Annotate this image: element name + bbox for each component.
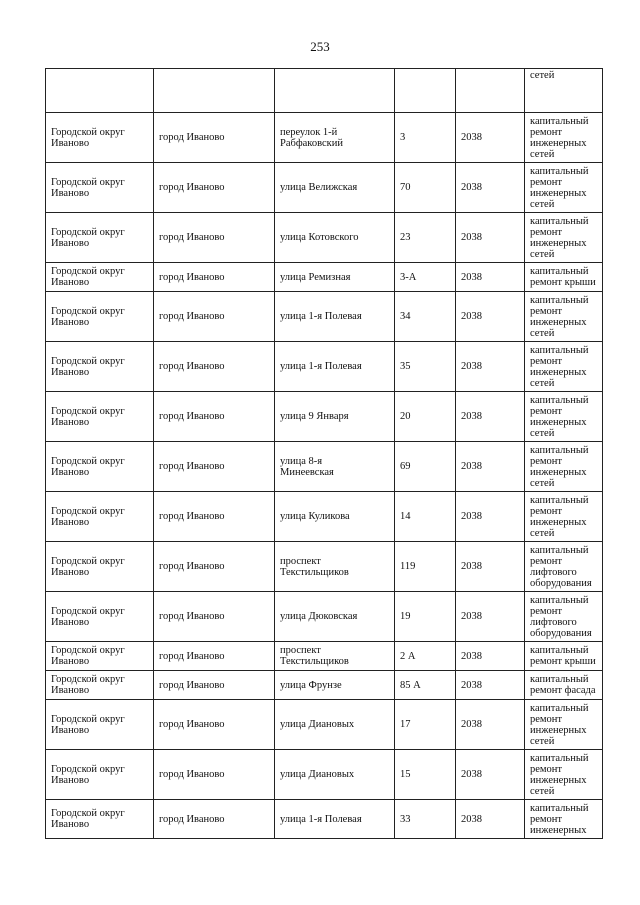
work-type-line: сетей [530,70,555,81]
city-cell: город Иваново [154,392,275,442]
year-cell: 2038 [456,492,525,542]
house-number-cell: 3 [395,113,456,163]
work-type-line: ремонт [530,455,563,467]
work-type-line: капитальный [530,752,589,764]
street-cell: проспект Текстильщиков [275,542,395,592]
table-row [46,800,603,839]
year-cell: 2038 [456,671,525,700]
table-row [46,213,603,263]
street-cell: улица Диановых [275,750,395,800]
work-type-cell [525,800,603,839]
work-type-line: капитальный [530,115,589,127]
city-cell: город Иваново [154,292,275,342]
work-type-cell [525,342,603,392]
work-type-cell [525,542,603,592]
year-cell: 2038 [456,700,525,750]
work-type-line: капитальный [530,494,589,506]
work-type-line: капитальный [530,802,589,814]
district-cell: Городской округ Иваново [46,671,154,700]
house-number-cell: 85 А [395,671,456,700]
year-cell: 2038 [456,342,525,392]
city-cell: город Иваново [154,671,275,700]
table-row [46,542,603,592]
table-row [46,263,603,292]
house-number-cell: 23 [395,213,456,263]
street-cell: улица 1-я Полевая [275,800,395,839]
work-type-cell [525,213,603,263]
house-number-cell: 34 [395,292,456,342]
work-type-line: капитальный [530,645,589,656]
work-type-line: сетей [530,785,555,797]
year-cell: 2038 [456,213,525,263]
work-type-line: ремонт [530,763,563,775]
district-cell: Городской округ Иваново [46,750,154,800]
work-type-line: ремонт [530,305,563,317]
street-cell: переулок 1-й Рабфаковский [275,113,395,163]
table-row [46,750,603,800]
work-type-line: инженерных [530,824,587,836]
work-type-cell [525,671,603,700]
work-type-cell [525,700,603,750]
work-type-line: капитальный [530,165,589,177]
repair-schedule-table [45,68,603,839]
house-number-cell: 3-А [395,263,456,292]
city-cell: город Иваново [154,542,275,592]
district-cell: Городской округ Иваново [46,642,154,671]
district-cell: Городской округ Иваново [46,213,154,263]
house-number-cell: 119 [395,542,456,592]
city-cell: город Иваново [154,163,275,213]
street-cell: улица Фрунзе [275,671,395,700]
street-cell: улица Котовского [275,213,395,263]
work-type-cell [525,292,603,342]
work-type-line: сетей [530,248,555,260]
city-cell: город Иваново [154,342,275,392]
work-type-cell [525,492,603,542]
house-number-cell: 70 [395,163,456,213]
work-type-line: инженерных [530,237,587,249]
work-type-cell [525,592,603,642]
work-type-line: ремонт [530,605,563,617]
city-cell: город Иваново [154,113,275,163]
district-cell: Городской округ Иваново [46,442,154,492]
work-type-line: ремонт фасада [530,685,596,696]
work-type-line: инженерных [530,724,587,736]
house-number-cell: 2 А [395,642,456,671]
work-type-line: инженерных [530,187,587,199]
district-cell: Городской округ Иваново [46,292,154,342]
work-type-line: инженерных [530,366,587,378]
work-type-line: инженерных [530,516,587,528]
work-type-cell [525,263,603,292]
year-cell: 2038 [456,392,525,442]
work-type-line: инженерных [530,774,587,786]
street-cell: проспект Текстильщиков [275,642,395,671]
city-cell: город Иваново [154,592,275,642]
house-number-cell: 20 [395,392,456,442]
work-type-line: инженерных [530,137,587,149]
year-cell: 2038 [456,542,525,592]
year-cell: 2038 [456,442,525,492]
work-type-line: сетей [530,527,555,539]
year-cell: 2038 [456,592,525,642]
work-type-line: капитальный [530,344,589,356]
work-type-line: лифтового [530,566,577,578]
work-type-line: капитальный [530,594,589,606]
house-number-cell: 69 [395,442,456,492]
work-type-line: капитальный [530,544,589,556]
street-cell: улица 8-я Минеевская [275,442,395,492]
district-cell: Городской округ Иваново [46,492,154,542]
work-type-cell [525,392,603,442]
work-type-line: ремонт [530,555,563,567]
page-number: 253 [310,39,330,54]
work-type-line: ремонт [530,126,563,138]
work-type-line: капитальный [530,266,589,277]
district-cell: Городской округ Иваново [46,542,154,592]
street-cell: улица 1-я Полевая [275,342,395,392]
work-type-cell [525,163,603,213]
work-type-line: сетей [530,148,555,160]
year-cell [456,69,525,113]
table-row [46,69,603,113]
street-cell: улица Диановых [275,700,395,750]
work-type-cell [525,113,603,163]
street-cell [275,69,395,113]
house-number-cell: 15 [395,750,456,800]
work-type-line: сетей [530,735,555,747]
work-type-cell [525,750,603,800]
street-cell: улица Велижская [275,163,395,213]
table-row [46,492,603,542]
work-type-line: капитальный [530,674,589,685]
work-type-line: капитальный [530,294,589,306]
district-cell: Городской округ Иваново [46,800,154,839]
year-cell: 2038 [456,113,525,163]
table-row [46,442,603,492]
work-type-line: капитальный [530,444,589,456]
work-type-line: сетей [530,377,555,389]
work-type-cell [525,69,603,113]
city-cell: город Иваново [154,442,275,492]
table-row [46,392,603,442]
house-number-cell: 14 [395,492,456,542]
work-type-line: ремонт [530,176,563,188]
work-type-line: сетей [530,477,555,489]
work-type-cell [525,442,603,492]
district-cell [46,69,154,113]
house-number-cell [395,69,456,113]
city-cell: город Иваново [154,492,275,542]
district-cell: Городской округ Иваново [46,113,154,163]
table-row [46,671,603,700]
table-body [46,69,603,839]
work-type-line: оборудования [530,627,592,639]
city-cell [154,69,275,113]
work-type-line: ремонт [530,226,563,238]
year-cell: 2038 [456,292,525,342]
table-row [46,642,603,671]
work-type-cell [525,642,603,671]
city-cell: город Иваново [154,800,275,839]
city-cell: город Иваново [154,642,275,671]
work-type-line: инженерных [530,316,587,328]
work-type-line: сетей [530,427,555,439]
house-number-cell: 35 [395,342,456,392]
house-number-cell: 33 [395,800,456,839]
district-cell: Городской округ Иваново [46,592,154,642]
work-type-line: ремонт [530,813,563,825]
work-type-line: лифтового [530,616,577,628]
district-cell: Городской округ Иваново [46,392,154,442]
year-cell: 2038 [456,263,525,292]
work-type-line: ремонт крыши [530,277,596,288]
street-cell: улица 1-я Полевая [275,292,395,342]
work-type-line: ремонт [530,505,563,517]
house-number-cell: 17 [395,700,456,750]
year-cell: 2038 [456,163,525,213]
city-cell: город Иваново [154,750,275,800]
work-type-line: инженерных [530,466,587,478]
work-type-line: ремонт крыши [530,656,596,667]
year-cell: 2038 [456,642,525,671]
district-cell: Городской округ Иваново [46,263,154,292]
table-row [46,342,603,392]
year-cell: 2038 [456,800,525,839]
work-type-line: оборудования [530,577,592,589]
city-cell: город Иваново [154,700,275,750]
street-cell: улица Дюковская [275,592,395,642]
work-type-line: сетей [530,327,555,339]
house-number-cell: 19 [395,592,456,642]
table-row [46,700,603,750]
work-type-line: сетей [530,198,555,210]
work-type-line: ремонт [530,355,563,367]
district-cell: Городской округ Иваново [46,700,154,750]
work-type-line: капитальный [530,394,589,406]
street-cell: улица Ремизная [275,263,395,292]
table-row [46,292,603,342]
street-cell: улица Куликова [275,492,395,542]
table-row [46,163,603,213]
work-type-line: ремонт [530,713,563,725]
work-type-line: капитальный [530,702,589,714]
district-cell: Городской округ Иваново [46,342,154,392]
street-cell: улица 9 Января [275,392,395,442]
work-type-line: капитальный [530,215,589,227]
city-cell: город Иваново [154,263,275,292]
work-type-line: ремонт [530,405,563,417]
table-row [46,592,603,642]
city-cell: город Иваново [154,213,275,263]
year-cell: 2038 [456,750,525,800]
district-cell: Городской округ Иваново [46,163,154,213]
work-type-line: инженерных [530,416,587,428]
table-row [46,113,603,163]
